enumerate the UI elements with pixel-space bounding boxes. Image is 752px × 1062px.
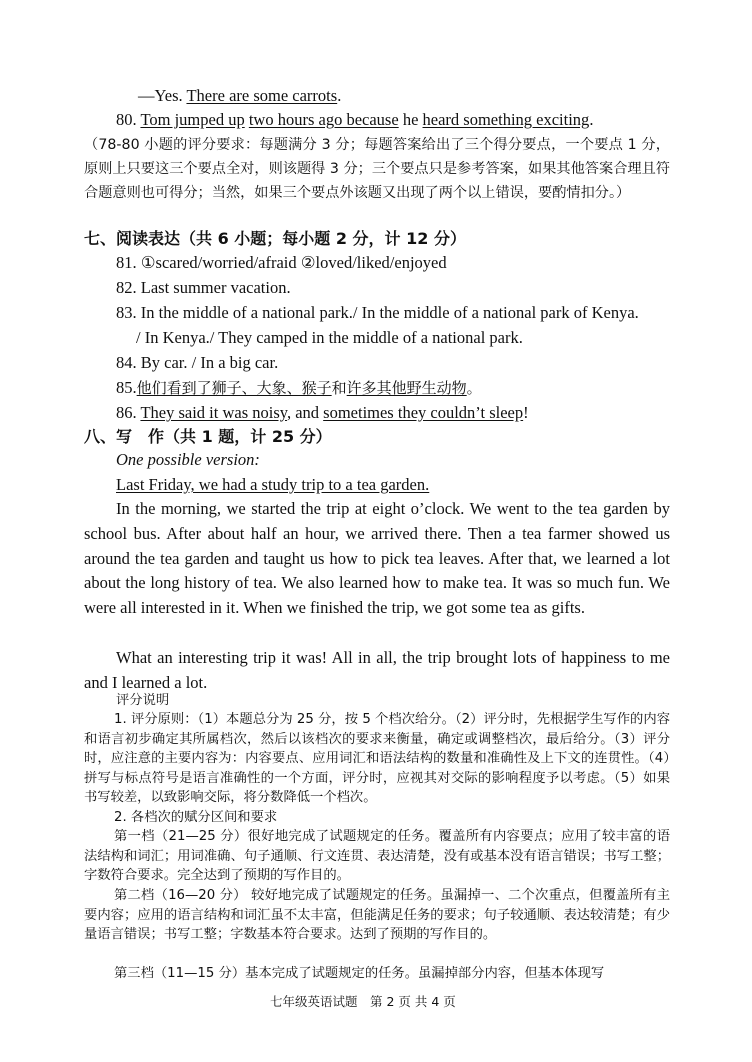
essay-paragraph-2: What an interesting trip it was! All in all, the trip brought lots of happiness to me and I learned a lot. xyxy=(84,648,670,692)
section-8-title: 八、写 作（共 1 题，计 25 分） xyxy=(84,427,332,446)
answer-83-line1: 83. In the middle of a national park./ In the middle of a national park of Kenya. xyxy=(116,303,639,322)
answer-86: 86. They said it was noisy, and sometimes they couldn’t sleep! xyxy=(116,403,529,422)
essay-opening: Last Friday, we had a study trip to a tea garden. xyxy=(116,475,430,494)
answer-84: 84. By car. / In a big car. xyxy=(116,353,279,372)
scoring-tier-2: 第二档（16—20 分） 较好地完成了试题规定的任务。虽漏掉一、二个次重点，但覆盖所有主要内容；应用的语言结构和词汇虽不太丰富，但能满足任务的要求；句子较通顺、表达较清楚；有少量语言错误；书写工整；字数基本符合要求。达到了预期的写作目的。 xyxy=(84,888,670,943)
section-7-title: 七、阅读表达（共 6 小题；每小题 2 分，计 12 分） xyxy=(84,229,466,248)
page-footer: 七年级英语试题 第 2 页 共 4 页 xyxy=(270,994,456,1009)
version-label: One possible version: xyxy=(116,450,260,469)
scoring-ranges-heading: 2. 各档次的赋分区间和要求 xyxy=(114,810,278,825)
q80-answer: 80. Tom jumped up two hours ago because he heard something exciting. xyxy=(116,110,594,129)
q79-answer-tail: —Yes. There are some carrots. xyxy=(138,86,342,105)
answer-85: 85.他们看到了狮子、大象、猴子和许多其他野生动物。 xyxy=(116,378,482,397)
scoring-tier-1: 第一档（21—25 分）很好地完成了试题规定的任务。覆盖所有内容要点；应用了较丰富的语法结构和词汇；用词准确、句子通顺、行文连贯、表达清楚，没有或基本没有语言错误；书写工整；字数符合要求。完全达到了预期的写作目的。 xyxy=(84,829,670,884)
scoring-principle: 1. 评分原则：（1）本题总分为 25 分，按 5 个档次给分。（2）评分时，先根据学生写作的内容和语言初步确定其所属档次，然后以该档次的要求来衡量，确定或调整档次，最后给分。（3）评分时，应注意的主要内容为：内容要点、应用词汇和语法结构的数量和准确性及上下文的连贯性。（4）拼写与标点符号是语言准确性的一个方面，评分时，应视其对交际的影响程度予以考虑。（5）如果书写较差，以致影响交际，将分数降低一个档次。 xyxy=(84,712,670,806)
answer-82: 82. Last summer vacation. xyxy=(116,278,291,297)
essay-paragraph-1: In the morning, we started the trip at eight o’clock. We went to the tea garden by school bus. After about half an hour, we arrived there. Then a tea farmer showed us around the tea garden and taught us how to pick tea leaves. After that, we learned a lot about the long history of tea. We also learned how to make tea. It was so much fun. We were all interested in it. When we finished the trip, we got some tea as gifts. xyxy=(84,499,670,618)
answer-83-line2: / In Kenya./ They camped in the middle of a national park. xyxy=(136,328,523,347)
scoring-heading: 评分说明 xyxy=(116,693,170,708)
scoring-note-78-80: （78-80 小题的评分要求：每题满分 3 分；每题答案给出了三个得分要点，一个要点 1 分，原则上只要这三个要点全对，则该题得 3 分；三个要点只是参考答案，如果其他答案合理且符合题意则也可得分；当然，如果三个要点外该题又出现了两个以上错误，要酌情扣分。） xyxy=(84,137,670,201)
scoring-tier-3: 第三档（11—15 分）基本完成了试题规定的任务。虽漏掉部分内容，但基本体现写 xyxy=(114,966,605,981)
answer-81: 81. ①scared/worried/afraid ②loved/liked/enjoyed xyxy=(116,253,447,272)
